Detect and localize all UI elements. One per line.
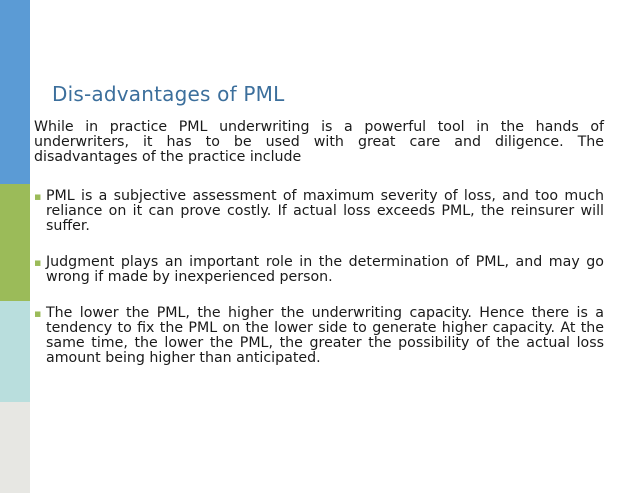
- bullet-item: [34, 189, 604, 234]
- square-bullet-icon: ▪: [34, 307, 42, 320]
- square-bullet-icon: ▪: [34, 256, 42, 269]
- bullet-text: Judgment plays an important role in the determination of PML, and may go wrong if made by inexperienced person.: [46, 254, 604, 285]
- bullet-text: PML is a subjective assessment of maximum severity of loss, and too much reliance on it can prove costly. If actual loss exceeds PML, the reinsurer will suffer.: [46, 188, 604, 234]
- square-bullet-icon: ▪: [34, 190, 42, 203]
- side-bar-teal: [0, 301, 30, 402]
- bullet-item: [34, 306, 604, 366]
- side-bar-green: [0, 184, 30, 301]
- intro-paragraph: While in practice PML underwriting is a powerful tool in the hands of underwriters, it has to be used with great care and diligence. The disadvantages of the practice include: [34, 119, 604, 165]
- bullet-text: The lower the PML, the higher the underwriting capacity. Hence there is a tendency to fix the PML on the lower side to generate higher capacity. At the same time, the lower the PML, the greater the possibility of the actual loss amount being higher than anticipated.: [46, 305, 604, 366]
- side-bar-blue: [0, 0, 30, 184]
- bullet-item: [34, 255, 604, 285]
- slide-title: Dis-advantages of PML: [52, 82, 285, 106]
- slide-content: [34, 120, 604, 366]
- bullet-list: [34, 189, 604, 366]
- side-bar-pale: [0, 402, 30, 493]
